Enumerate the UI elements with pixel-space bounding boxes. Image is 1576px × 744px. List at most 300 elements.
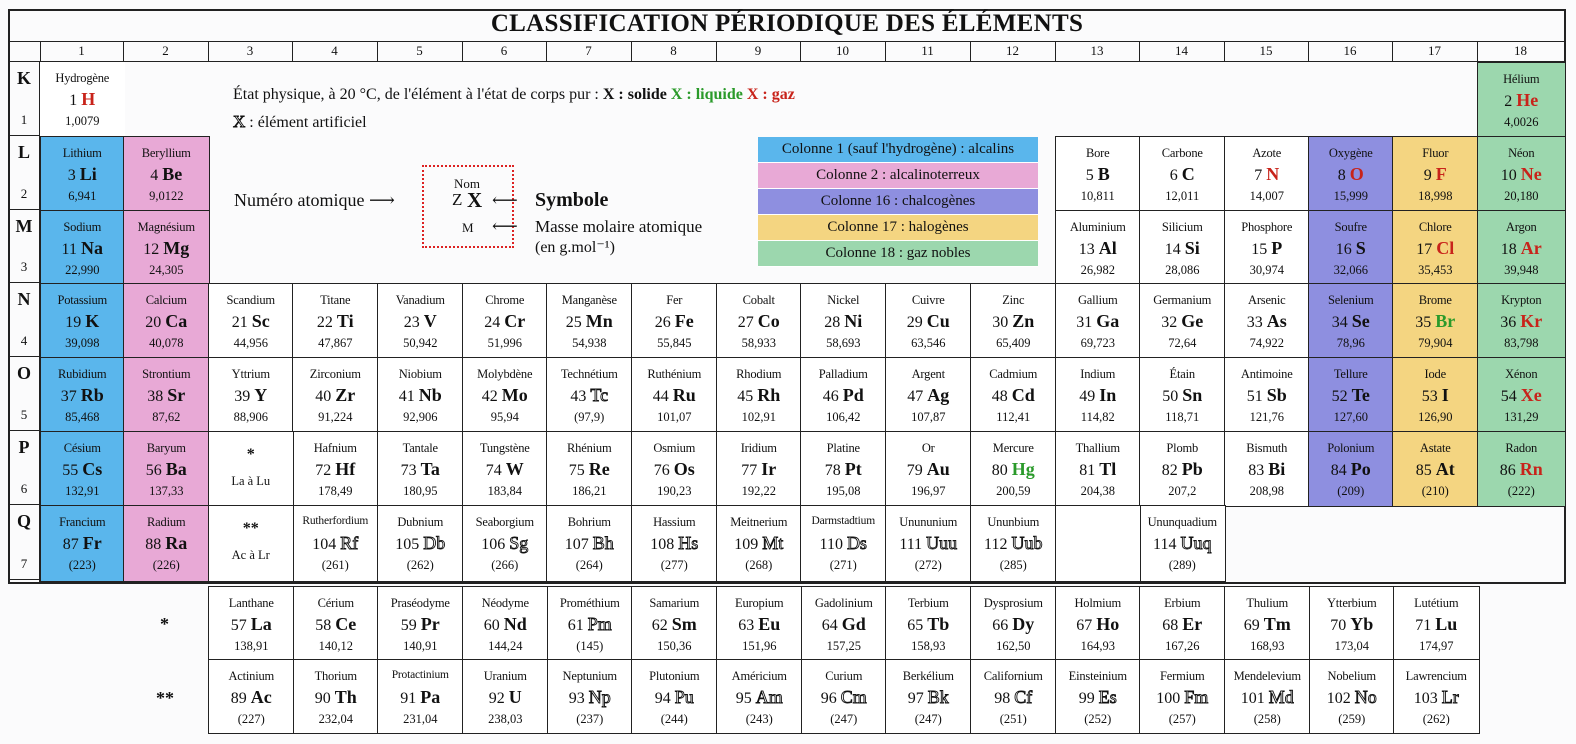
element-name: Carbone [1161, 146, 1203, 160]
key-mass-arrow: ⟵ [492, 216, 518, 236]
element-atomic-number: 80 [991, 462, 1012, 479]
element-number-symbol [1309, 459, 1393, 480]
element-symbol: Pa [420, 687, 441, 707]
element-number-symbol [463, 533, 547, 554]
period-N [10, 283, 40, 357]
element-mass: 144,24 [488, 639, 523, 653]
element-atomic-number: 69 [1243, 617, 1264, 634]
element-number-symbol [632, 533, 717, 554]
element-number-symbol [1056, 164, 1140, 185]
element-number-symbol [717, 385, 801, 406]
element-Cl [1392, 210, 1479, 285]
element-number-symbol [124, 533, 209, 554]
element-number-symbol [1056, 687, 1140, 708]
element-symbol: Sc [251, 311, 270, 331]
element-name: Argent [911, 367, 945, 381]
element-Lr [1393, 659, 1480, 734]
period-number: 2 [20, 186, 28, 201]
element-name: Chlore [1418, 220, 1452, 234]
element-number-symbol [1478, 90, 1565, 111]
element-mass: 192,22 [741, 484, 776, 498]
element-Hg [970, 431, 1057, 507]
element-symbol: Ne [1520, 164, 1542, 184]
period-number: 6 [20, 481, 28, 496]
element-symbol: At [1435, 459, 1455, 479]
element-mass: 118,71 [1165, 410, 1200, 424]
element-symbol: Sn [1182, 385, 1203, 405]
element-number-symbol [463, 459, 547, 480]
element-name: Oxygène [1328, 146, 1373, 160]
element-mass: 10,811 [1080, 189, 1115, 203]
element-mass: 50,942 [403, 336, 438, 350]
element-atomic-number: 29 [906, 314, 927, 331]
element-name: Hassium [653, 515, 696, 529]
element-atomic-number: 88 [145, 536, 166, 553]
element-number-symbol [124, 459, 209, 480]
element-name: Thulium [1246, 596, 1289, 610]
element-mass: 132,91 [65, 484, 100, 498]
element-mass: 65,409 [996, 336, 1031, 350]
group-header-11: 11 [885, 41, 971, 62]
legend-item-4: Colonne 17 : halogènes [758, 215, 1038, 241]
group-header-7: 7 [546, 41, 632, 62]
element-atomic-number: 61 [567, 617, 588, 634]
element-Na [40, 210, 125, 285]
element-name: Selenium [1327, 293, 1374, 307]
element-Br [1392, 283, 1479, 359]
element-symbol: Hf [335, 459, 356, 479]
element-Er [1139, 586, 1226, 661]
element-Sb [1224, 357, 1310, 433]
element-atomic-number: 86 [1499, 462, 1520, 479]
element-name: Samarium [649, 596, 700, 610]
element-mass: 22,990 [65, 263, 100, 277]
artificial-symbol: X [233, 112, 246, 131]
group-header-3: 3 [208, 41, 293, 62]
element-name: Fluor [1422, 146, 1449, 160]
element-number-symbol [293, 459, 378, 480]
element-mass: 151,96 [742, 639, 777, 653]
element-mass: 158,93 [911, 639, 946, 653]
element-Be [123, 136, 210, 212]
element-name: Technétium [560, 367, 618, 381]
element-name: Palladium [818, 367, 868, 381]
element-name: Bismuth [1246, 441, 1288, 455]
element-symbol: Ge [1181, 311, 1204, 331]
element-atomic-number: 38 [147, 388, 168, 405]
element-mass: (247) [914, 712, 942, 726]
element-Nb [377, 357, 464, 433]
element-Hs [631, 505, 718, 582]
element-mass: 47,867 [318, 336, 353, 350]
element-number-symbol [1478, 164, 1565, 185]
element-symbol: Se [1351, 311, 1370, 331]
element-number-symbol [886, 459, 971, 480]
element-symbol: Cu [926, 311, 950, 331]
element-name: Curium [825, 669, 863, 683]
element-Sg [462, 505, 548, 582]
element-number-symbol [1478, 238, 1565, 259]
element-number-symbol [1056, 385, 1140, 406]
element-atomic-number: 70 [1330, 617, 1351, 634]
element-name: Nickel [827, 293, 860, 307]
group-header-5: 5 [377, 41, 463, 62]
element-symbol: Po [1350, 459, 1371, 479]
element-symbol: Nd [503, 614, 527, 634]
group-header-corner [10, 41, 41, 62]
element-Ca [123, 283, 210, 359]
element-symbol: Am [755, 687, 783, 707]
element-symbol: Kr [1520, 311, 1543, 331]
element-atomic-number: 39 [234, 388, 255, 405]
element-name: Darmstadtium [811, 515, 875, 527]
element-name: Europium [735, 596, 784, 610]
element-symbol: Xe [1520, 385, 1542, 405]
period-letter: L [17, 142, 30, 162]
element-name: Nobelium [1327, 669, 1376, 683]
group-header-18: 18 [1477, 41, 1565, 62]
element-symbol: Al [1098, 238, 1117, 258]
element-atomic-number: 13 [1078, 241, 1099, 258]
element-mass: 24,305 [149, 263, 184, 277]
element-name: Hafnium [313, 441, 357, 455]
element-mass: 127,60 [1333, 410, 1368, 424]
element-Ce [293, 586, 379, 661]
period-number: 4 [20, 333, 28, 348]
element-number-symbol [1140, 385, 1225, 406]
element-atomic-number: 31 [1076, 314, 1097, 331]
element-atomic-number: 45 [737, 388, 758, 405]
placeholder-text: Ac à Lr [231, 548, 270, 562]
element-number-symbol [802, 614, 886, 635]
element-Cs [40, 431, 125, 507]
element-mass: 195,08 [826, 484, 861, 498]
element-atomic-number: 2 [1504, 93, 1517, 110]
element-atomic-number: 17 [1416, 241, 1437, 258]
element-name: Aluminium [1069, 220, 1126, 234]
empty-cell-113 [1055, 505, 1141, 582]
element-number-symbol [548, 687, 632, 708]
placeholder-mark: ** [242, 520, 259, 537]
element-mass: 102,91 [741, 410, 776, 424]
element-symbol: Bi [1268, 459, 1286, 479]
element-Os [631, 431, 718, 507]
element-Fm [1139, 659, 1226, 734]
element-name: Xénon [1505, 367, 1538, 381]
element-number-symbol [717, 459, 801, 480]
element-mass: 178,49 [318, 484, 353, 498]
element-mass: (257) [1168, 712, 1196, 726]
element-name: Iridium [740, 441, 777, 455]
element-symbol: Cf [1014, 687, 1033, 707]
element-number-symbol [40, 89, 125, 110]
element-number-symbol [293, 311, 378, 332]
element-number-symbol [1310, 687, 1394, 708]
element-name: Chrome [485, 293, 525, 307]
element-number-symbol [632, 687, 717, 708]
legend-item-5: Colonne 18 : gaz nobles [758, 241, 1038, 267]
element-number-symbol [632, 459, 717, 480]
element-atomic-number: 94 [654, 690, 675, 707]
element-symbol: Rn [1519, 459, 1543, 479]
element-Gd [801, 586, 887, 661]
element-symbol: Bh [592, 533, 614, 553]
element-number-symbol [1309, 164, 1393, 185]
period-letter: O [16, 363, 31, 383]
element-Ru [631, 357, 718, 433]
element-atomic-number: 89 [230, 690, 251, 707]
element-name: Gallium [1077, 293, 1118, 307]
element-name: Antimoine [1240, 367, 1293, 381]
element-name: Strontium [142, 367, 191, 381]
element-symbol: Au [926, 459, 950, 479]
period-L [10, 136, 40, 210]
element-symbol: Ar [1520, 238, 1542, 258]
element-Tc [546, 357, 633, 433]
element-mass: 18,998 [1418, 189, 1453, 203]
element-number-symbol [124, 164, 209, 185]
element-atomic-number: 55 [62, 462, 83, 479]
element-number-symbol [971, 614, 1056, 635]
element-symbol: Db [423, 533, 446, 553]
element-atomic-number: 107 [564, 536, 593, 553]
group-header-8: 8 [631, 41, 717, 62]
element-Bi [1224, 431, 1310, 507]
element-symbol: Cl [1436, 238, 1455, 258]
element-atomic-number: 47 [907, 388, 928, 405]
element-name: Sodium [63, 220, 102, 234]
element-Ds [800, 505, 887, 582]
element-number-symbol [378, 687, 463, 708]
element-mass: 14,007 [1249, 189, 1284, 203]
key-name: Nom [454, 176, 480, 191]
element-atomic-number: 92 [488, 690, 509, 707]
element-atomic-number: 112 [984, 536, 1012, 553]
element-number-symbol [378, 459, 463, 480]
element-S [1308, 210, 1394, 285]
element-symbol: As [1266, 311, 1287, 331]
element-Am [716, 659, 803, 734]
element-mass: 106,42 [826, 410, 861, 424]
element-mass: 32,066 [1333, 263, 1368, 277]
element-In [1055, 357, 1141, 433]
element-Mg [123, 210, 210, 285]
lanthanides-marker: * [160, 614, 169, 634]
element-number-symbol [886, 311, 971, 332]
element-atomic-number: 82 [1161, 462, 1182, 479]
group-header-6: 6 [462, 41, 547, 62]
element-mass: (289) [1168, 558, 1196, 572]
element-Cf [970, 659, 1057, 734]
element-mass: 140,91 [403, 639, 438, 653]
element-Ac [208, 659, 295, 734]
state-solid: X : solide [602, 86, 667, 103]
element-mass: 173,04 [1334, 639, 1369, 653]
element-symbol: Mn [585, 311, 613, 331]
element-name: Silicium [1161, 220, 1203, 234]
element-symbol: Ga [1096, 311, 1120, 331]
element-number-symbol [632, 385, 717, 406]
element-symbol: In [1099, 385, 1117, 405]
element-atomic-number: 96 [820, 690, 841, 707]
element-mass: 231,04 [403, 712, 438, 726]
element-symbol: Sm [671, 614, 697, 634]
element-number-symbol [1056, 311, 1140, 332]
element-name: Or [921, 441, 935, 455]
element-mass: 63,546 [911, 336, 946, 350]
element-symbol: Ir [761, 459, 777, 479]
element-atomic-number: 87 [62, 536, 83, 553]
element-atomic-number: 77 [741, 462, 762, 479]
element-key [230, 162, 750, 262]
element-Fe [631, 283, 718, 359]
group-header-10: 10 [800, 41, 886, 62]
element-mass: 72,64 [1168, 336, 1197, 350]
element-name: Potassium [57, 293, 108, 307]
element-name: Argon [1505, 220, 1537, 234]
element-atomic-number: 73 [400, 462, 421, 479]
element-mass: (261) [321, 558, 349, 572]
element-number-symbol [1393, 311, 1478, 332]
element-symbol: Dy [1012, 614, 1035, 634]
group-header-1: 1 [40, 41, 124, 62]
element-atomic-number: 101 [1240, 690, 1269, 707]
element-symbol: O [1349, 164, 1364, 184]
element-number-symbol [1393, 385, 1478, 406]
element-number-symbol [886, 614, 971, 635]
element-name: Tellure [1333, 367, 1368, 381]
element-Db [377, 505, 464, 582]
element-symbol: F [1435, 164, 1447, 184]
element-mass: (227) [237, 712, 265, 726]
element-symbol: Zr [335, 385, 356, 405]
element-number-symbol [1056, 614, 1140, 635]
element-name: Plomb [1166, 441, 1199, 455]
element-number-symbol [463, 385, 547, 406]
element-mass: (252) [1084, 712, 1112, 726]
color-legend [758, 137, 1038, 267]
element-atomic-number: 79 [906, 462, 927, 479]
element-symbol: Mt [762, 533, 784, 553]
element-name: Plutonium [649, 669, 700, 683]
element-name: Calcium [145, 293, 187, 307]
element-symbol: C [1181, 164, 1195, 184]
element-symbol: W [505, 459, 524, 479]
element-name: Thallium [1075, 441, 1120, 455]
element-atomic-number: 41 [398, 388, 419, 405]
element-symbol: Rb [80, 385, 104, 405]
element-number-symbol [378, 533, 463, 554]
element-mass: (264) [575, 558, 603, 572]
element-number-symbol [124, 238, 209, 259]
element-mass: (97,9) [574, 410, 605, 424]
element-number-symbol [1225, 238, 1309, 259]
element-As [1224, 283, 1310, 359]
element-mass: (209) [1337, 484, 1365, 498]
element-number-symbol [463, 614, 548, 635]
element-name: Ununquadium [1147, 515, 1217, 529]
element-name: Titane [320, 293, 351, 307]
element-atomic-number: 26 [654, 314, 675, 331]
element-name: Neptunium [562, 669, 617, 683]
element-atomic-number: 43 [570, 388, 591, 405]
element-symbol: I [1441, 385, 1449, 405]
element-name: Dysprosium [983, 596, 1043, 610]
element-Uuq [1139, 505, 1226, 582]
key-x: X [467, 188, 483, 212]
element-Pr [377, 586, 464, 661]
element-Np [547, 659, 633, 734]
group-header-13: 13 [1055, 41, 1140, 62]
element-mass: 207,2 [1168, 484, 1197, 498]
element-number-symbol [1140, 533, 1225, 554]
element-Po [1308, 431, 1394, 507]
element-name: Zinc [1002, 293, 1025, 307]
element-atomic-number: 71 [1415, 617, 1436, 634]
element-atomic-number: 44 [652, 388, 673, 405]
element-symbol: Hg [1011, 459, 1035, 479]
element-Y [208, 357, 294, 433]
element-atomic-number: 16 [1335, 241, 1356, 258]
element-atomic-number: 109 [734, 536, 763, 553]
placeholder-text: La à Lu [231, 474, 271, 488]
element-symbol: Ho [1096, 614, 1120, 634]
element-number-symbol [41, 311, 124, 332]
element-Tm [1224, 586, 1311, 661]
element-name: Vanadium [395, 293, 445, 307]
element-name: Américium [731, 669, 787, 683]
element-mass: (271) [829, 558, 857, 572]
element-Mt [716, 505, 802, 582]
element-symbol: Ra [165, 533, 188, 553]
element-atomic-number: 4 [150, 167, 163, 184]
key-m: M [462, 220, 474, 235]
element-Pb [1139, 431, 1226, 507]
element-number-symbol [801, 385, 886, 406]
element-atomic-number: 100 [1156, 690, 1185, 707]
element-atomic-number: 93 [568, 690, 589, 707]
element-Rf [292, 505, 379, 582]
element-number-symbol [801, 459, 886, 480]
element-mass: 69,723 [1080, 336, 1115, 350]
element-number-symbol [1140, 687, 1225, 708]
element-number-symbol [124, 385, 209, 406]
element-symbol: Tl [1099, 459, 1117, 479]
element-symbol: Li [79, 164, 97, 184]
element-number-symbol [802, 687, 886, 708]
element-name: Mendelevium [1233, 669, 1301, 683]
element-number-symbol [717, 687, 802, 708]
element-atomic-number: 46 [822, 388, 843, 405]
element-name: Cobalt [742, 293, 775, 307]
element-name: Brome [1418, 293, 1452, 307]
element-atomic-number: 34 [1331, 314, 1352, 331]
group-header-2: 2 [123, 41, 209, 62]
element-mass: 85,468 [65, 410, 100, 424]
element-name: Meitnerium [730, 515, 788, 529]
element-symbol: Tc [590, 385, 609, 405]
element-symbol: Es [1098, 687, 1117, 707]
element-number-symbol [971, 687, 1056, 708]
element-symbol: Pu [674, 687, 694, 707]
element-name: Niobium [398, 367, 442, 381]
element-number-symbol [1394, 687, 1479, 708]
element-mass: 168,93 [1250, 639, 1285, 653]
element-number-symbol [1478, 459, 1565, 480]
element-symbol: Ta [420, 459, 440, 479]
element-number-symbol [1056, 459, 1140, 480]
element-O [1308, 136, 1394, 212]
